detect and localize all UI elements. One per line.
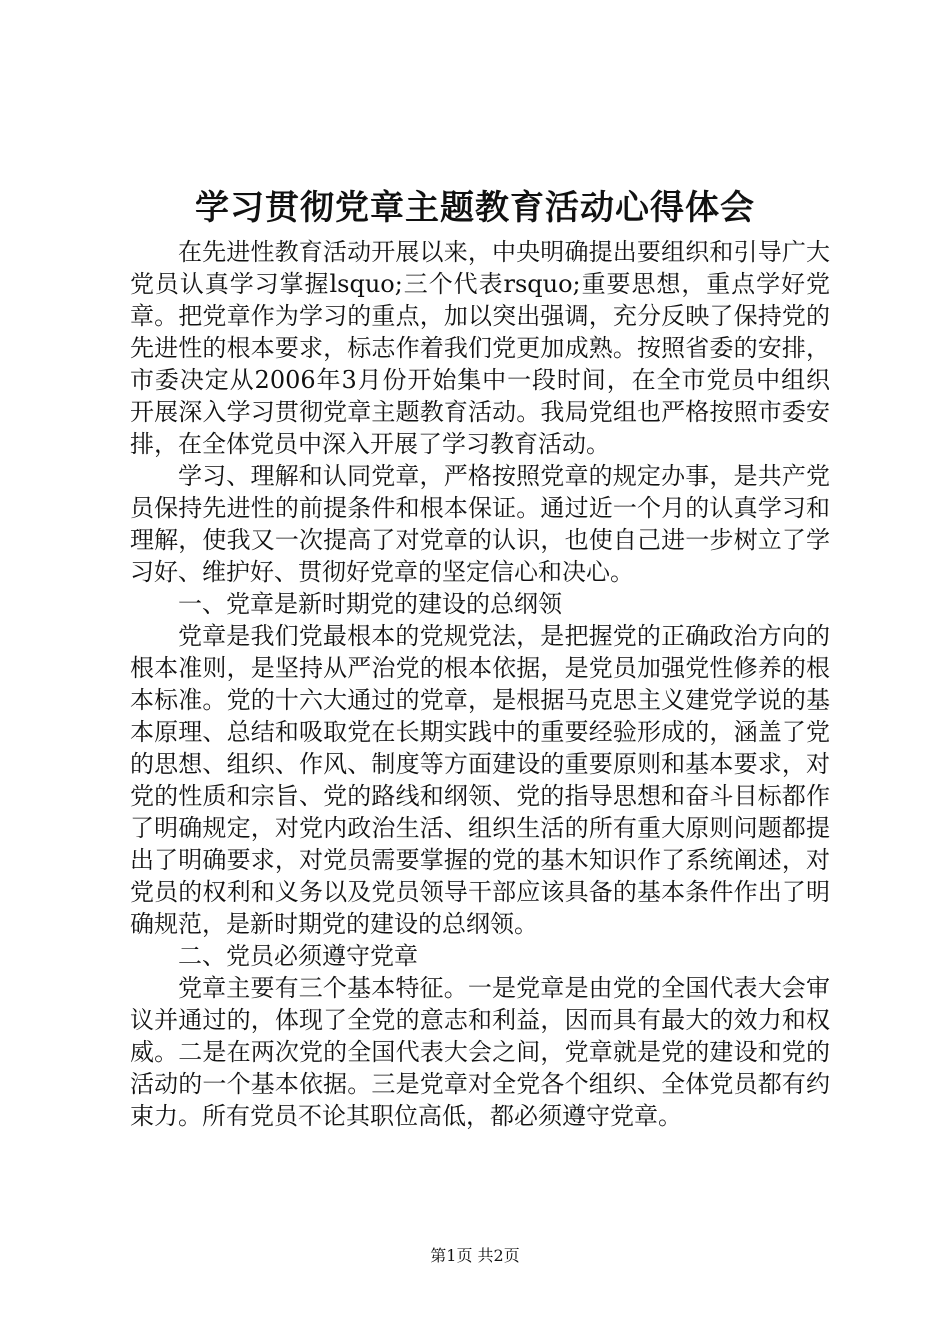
section-paragraph-2: 党章主要有三个基本特征。一是党章是由党的全国代表大会审议并通过的，体现了全党的意志和利益，因而具有最大的效力和权威。二是在两次党的全国代表大会之间，党章就是党的建设和党的活动的一个基本依据。三是党章对全党各个组织、全体党员都有约束力。所有党员不论其职位高低，都必须遵守党章。 <box>130 974 830 1130</box>
page-number-footer: 第1页 共2页 <box>430 1246 520 1265</box>
section-paragraph-1: 党章是我们党最根本的党规党法，是把握党的正确政治方向的根本准则，是坚持从严治党的根本依据，是党员加强党性修养的根本标准。党的十六大通过的党章，是根据马克思主义建党学说的基本原理、总结和吸取党在长期实践中的重要经验形成的，涵盖了党的思想、组织、作风、制度等方面建设的重要原则和基本要求，对党的性质和宗旨、党的路线和纲领、党的指导思想和奋斗目标都作了明确规定，对党内政治生活、组织生活的所有重大原则问题都提出了明确要求，对党员需要掌握的党的基木知识作了系统阐述，对党员的权利和义务以及党员领导干部应该具备的基本条件作出了明确规范，是新时期党的建设的总纲领。 <box>130 622 830 938</box>
document-title: 学习贯彻党章主题教育活动心得体会 <box>195 188 755 228</box>
document-body <box>130 236 830 1132</box>
section-heading-1: 一、党章是新时期党的建设的总纲领 <box>178 590 562 618</box>
paragraph-intro: 在先进性教育活动开展以来，中央明确提出要组织和引导广大党员认真学习掌握lsquo;三个代表rsquo;重要思想，重点学好党章。把党章作为学习的重点，加以突出强调，充分反映了保持党的先进性的根本要求，标志作着我们党更加成熟。按照省委的安排，市委决定从2006年3月份开始集中一段时间，在全市党员中组织开展深入学习贯彻党章主题教育活动。我局党组也严格按照市委安排，在全体党员中深入开展了学习教育活动。 <box>130 238 830 458</box>
section-heading-2: 二、党员必须遵守党章 <box>178 942 418 970</box>
paragraph-summary: 学习、理解和认同党章，严格按照党章的规定办事，是共产党员保持先进性的前提条件和根本保证。通过近一个月的认真学习和理解，使我又一次提高了对党章的认识，也使自己进一步树立了学习好、维护好、贯彻好党章的坚定信心和决心。 <box>130 462 830 586</box>
